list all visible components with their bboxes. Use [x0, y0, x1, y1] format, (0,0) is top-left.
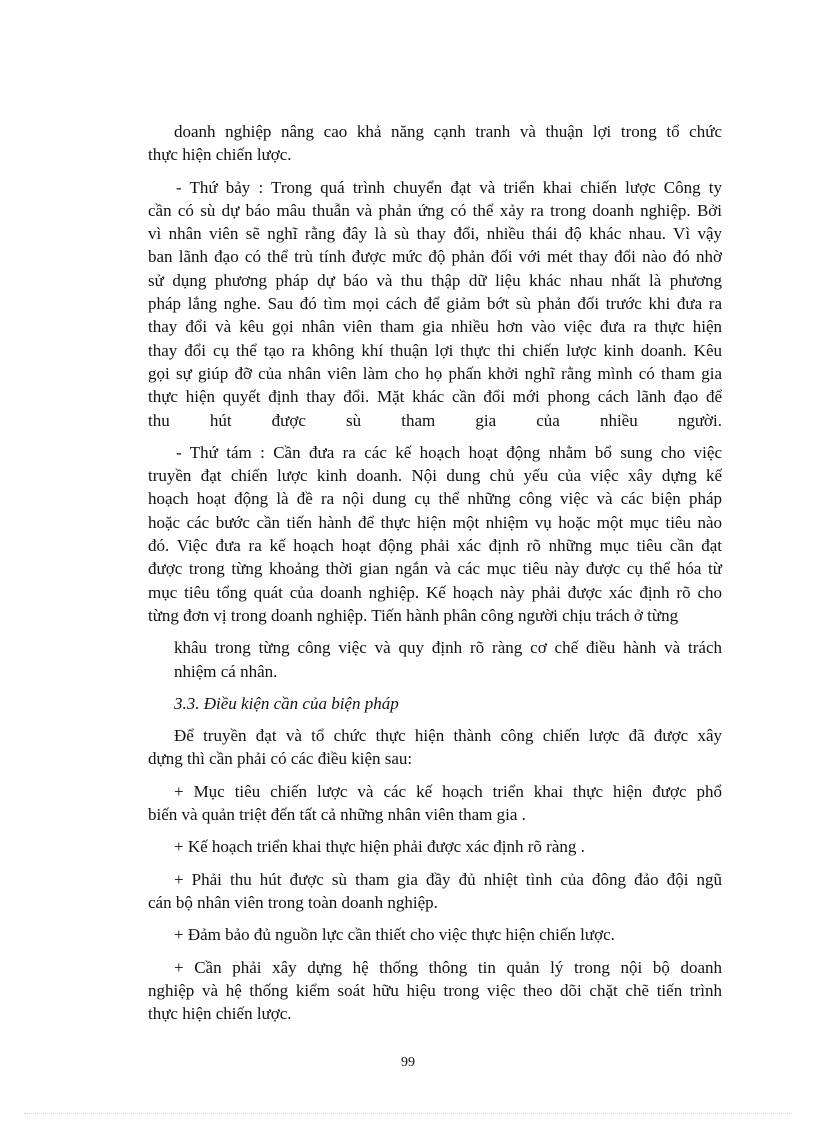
text-line: Để truyền đạt và tổ chức thực hiện thành công chiến lược đã được xây [174, 726, 722, 746]
text-line: mục tiêu tổng quát của doanh nghiệp. Kế hoạch này phải được xác định rõ cho [148, 582, 722, 602]
text-line: + Kế hoạch triển khai thực hiện phải được xác định rõ ràng . [174, 837, 585, 857]
paragraph [148, 120, 722, 167]
text-line: nghiệp và hệ thống kiểm soát hữu hiệu trong việc theo dõi chặt chẽ tiến trình [148, 980, 722, 1000]
paragraph [148, 956, 722, 1026]
text-line: nhiệm cá nhân. [174, 661, 278, 681]
paragraph [148, 441, 722, 627]
text-line: hoặc các bước cần tiến hành để thực hiện một nhiệm vụ hoặc một mục tiêu nào [148, 512, 722, 532]
text-line: + Cần phải xây dựng hệ thống thông tin quản lý trong nội bộ doanh [174, 957, 722, 977]
page-number: 99 [401, 1055, 415, 1070]
paragraph-gap [174, 167, 722, 176]
text-line: dựng thì cần phải có các điều kiện sau: [148, 749, 413, 769]
text-line: - Thứ tám : Cần đưa ra các kế hoạch hoạt động nhằm bổ sung cho việc [176, 442, 722, 462]
paragraph [148, 868, 722, 915]
paragraph [148, 176, 722, 432]
paragraph-gap [174, 715, 722, 724]
text-line: 3.3. Điều kiện cần của biện pháp [174, 693, 399, 713]
text-line: thu hút được sù tham gia của nhiều người. [148, 410, 722, 430]
text-line: + Đảm bảo đủ nguồn lực cần thiết cho việc thực hiện chiến lược. [174, 925, 615, 945]
text-line: thay đổi và kêu gọi nhân viên tham gia nhiều hơn vào việc đưa ra thực hiện [148, 317, 722, 337]
text-line: + Mục tiêu chiến lược và các kế hoạch triển khai thực hiện được phổ [174, 781, 722, 801]
text-line: thực hiện quyết định thay đổi. Mặt khác cần đổi mới phong cách lãnh đạo để [148, 387, 722, 407]
text-line: được trong từng khoảng thời gian ngắn và các mục tiêu này được cụ thể hóa từ [148, 559, 722, 579]
text-line: gọi sự giúp đỡ của nhân viên làm cho họ phấn khởi nghĩ rằng mình có tham gia [148, 363, 722, 383]
paragraph-gap [174, 683, 722, 692]
paragraph [174, 636, 722, 683]
paragraph-gap [174, 771, 722, 780]
paragraph [174, 835, 722, 858]
text-line: thực hiện chiến lược. [148, 1004, 292, 1024]
text-line: thực hiện chiến lược. [148, 145, 292, 165]
section-heading [174, 692, 722, 715]
paragraph-gap [174, 826, 722, 835]
paragraph [174, 923, 722, 946]
page-bottom-divider [24, 1113, 792, 1114]
text-line: truyền đạt chiến lược kinh doanh. Nội dung chủ yếu của việc xây dựng kế [148, 466, 722, 486]
text-line: thay đổi cụ thể tạo ra không khí thuận lợi thực thi chiến lược kinh doanh. Kêu [148, 340, 722, 360]
paragraph-gap [174, 859, 722, 868]
paragraph [148, 724, 722, 771]
text-line: + Phải thu hút được sù tham gia đầy đủ nhiệt tình của đông đảo đội ngũ [174, 869, 722, 889]
paragraph-gap [174, 627, 722, 636]
text-line: đó. Việc đưa ra kế hoạch hoạt động phải xác định rõ những mục tiêu cần đạt [148, 536, 722, 556]
text-line: ban lãnh đạo có thể trù tính được mức độ phản đối với mét thay đổi nào đó nhờ [148, 247, 722, 267]
text-line: biến và quản triệt đến tất cả những nhân viên tham gia . [148, 805, 526, 825]
text-line: cán bộ nhân viên trong toàn doanh nghiệp. [148, 892, 438, 912]
paragraph-gap [174, 914, 722, 923]
text-line: pháp lắng nghe. Sau đó tìm mọi cách để giảm bớt sù phản đối trước khi đưa ra [148, 294, 722, 314]
text-line: hoạch hoạt động là đề ra nội dung cụ thể những công việc và các biện pháp [148, 489, 722, 509]
text-line: cần có sù dự báo mâu thuẫn và phản ứng có thể xảy ra trong doanh nghiệp. Bởi [148, 200, 722, 220]
text-line: doanh nghiệp nâng cao khả năng cạnh tranh và thuận lợi trong tổ chức [174, 122, 722, 141]
text-line: - Thứ bảy : Trong quá trình chuyển đạt và triển khai chiến lược Công ty [176, 177, 722, 197]
paragraph-gap [174, 947, 722, 956]
text-line: vì nhân viên sẽ nghĩ rằng đây là sù thay đổi, nhiều thái độ khác nhau. Vì vậy [148, 224, 722, 244]
text-line: từng đơn vị trong doanh nghiệp. Tiến hành phân công người chịu trách ở từng [148, 605, 679, 625]
paragraph [148, 780, 722, 827]
paragraph-gap [174, 432, 722, 441]
body-text [148, 120, 722, 1025]
text-line: sử dụng phương pháp dự báo và thu thập dữ liệu khác nhau nhất là phương [148, 270, 722, 290]
text-line: khâu trong từng công việc và quy định rõ ràng cơ chế điều hành và trách [174, 638, 722, 658]
